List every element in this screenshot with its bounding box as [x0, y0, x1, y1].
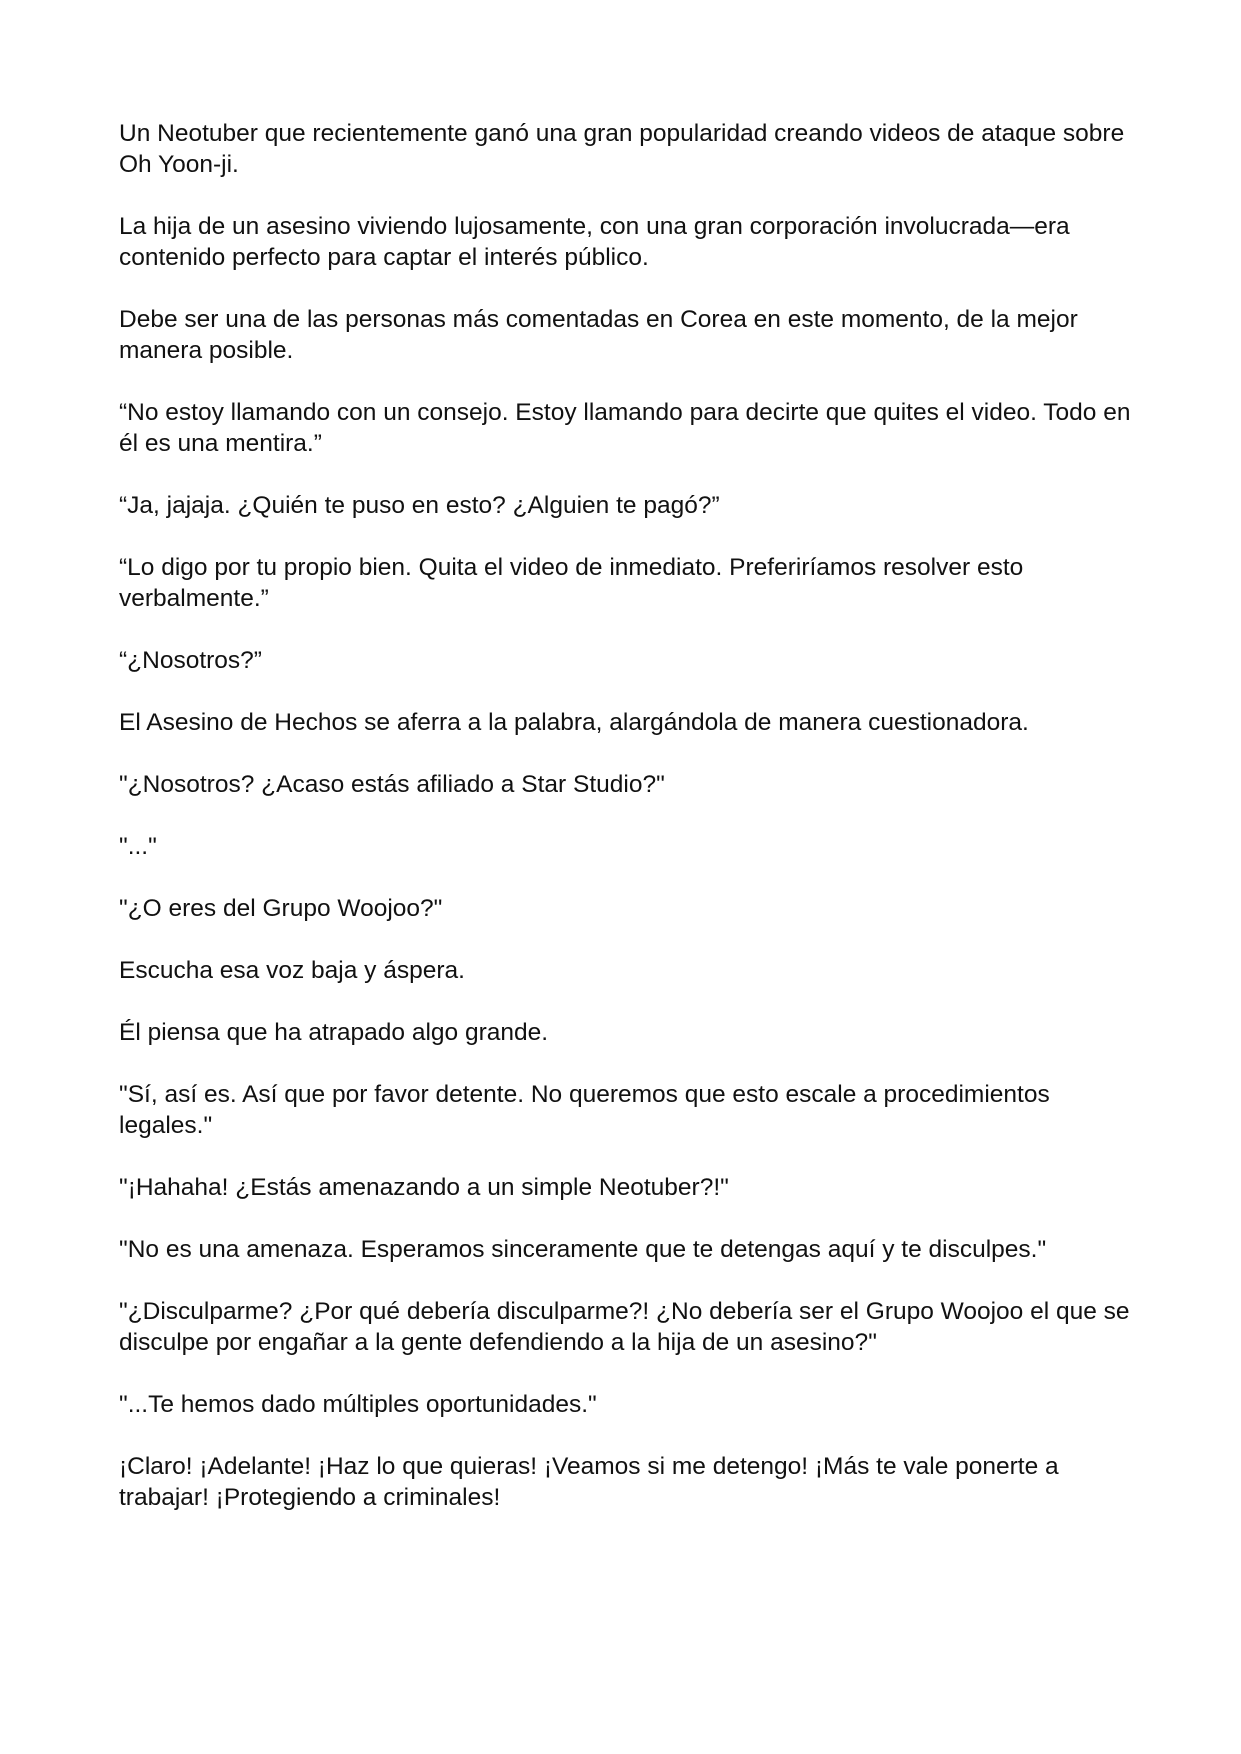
paragraph: ¡Claro! ¡Adelante! ¡Haz lo que quieras! ¡Veamos si me detengo! ¡Más te vale ponerte a trabajar! ¡Protegiendo a criminales!	[119, 1453, 1059, 1511]
paragraph: "...Te hemos dado múltiples oportunidades."	[119, 1391, 597, 1418]
paragraph: “Ja, jajaja. ¿Quién te puso en esto? ¿Alguien te pagó?”	[119, 492, 720, 519]
document-body	[119, 118, 1139, 1544]
paragraph: "¿Disculparme? ¿Por qué debería disculparme?! ¿No debería ser el Grupo Woojoo el que se disculpe por engañar a la gente defendiendo a la hija de un asesino?"	[119, 1298, 1130, 1356]
paragraph: "Sí, así es. Así que por favor detente. No queremos que esto escale a procedimientos legales."	[119, 1081, 1050, 1139]
paragraph: Él piensa que ha atrapado algo grande.	[119, 1019, 549, 1046]
paragraph: "¡Hahaha! ¿Estás amenazando a un simple Neotuber?!"	[119, 1174, 729, 1201]
paragraph: "..."	[119, 833, 157, 860]
paragraph: La hija de un asesino viviendo lujosamente, con una gran corporación involucrada—era contenido perfecto para captar el interés público.	[119, 213, 1070, 271]
paragraph: El Asesino de Hechos se aferra a la palabra, alargándola de manera cuestionadora.	[119, 709, 1029, 736]
paragraph: “No estoy llamando con un consejo. Estoy llamando para decirte que quites el video. Todo en él es una mentira.”	[119, 399, 1131, 457]
paragraph: "¿O eres del Grupo Woojoo?"	[119, 895, 443, 922]
paragraph: “¿Nosotros?”	[119, 647, 262, 674]
paragraph: Escucha esa voz baja y áspera.	[119, 957, 465, 984]
paragraph: Un Neotuber que recientemente ganó una gran popularidad creando videos de ataque sobre Oh Yoon-ji.	[119, 120, 1125, 178]
paragraph: “Lo digo por tu propio bien. Quita el video de inmediato. Preferiríamos resolver esto verbalmente.”	[119, 554, 1024, 612]
paragraph: "No es una amenaza. Esperamos sinceramente que te detengas aquí y te disculpes."	[119, 1236, 1047, 1263]
paragraph: "¿Nosotros? ¿Acaso estás afiliado a Star Studio?"	[119, 771, 665, 798]
paragraph: Debe ser una de las personas más comentadas en Corea en este momento, de la mejor manera posible.	[119, 306, 1078, 364]
